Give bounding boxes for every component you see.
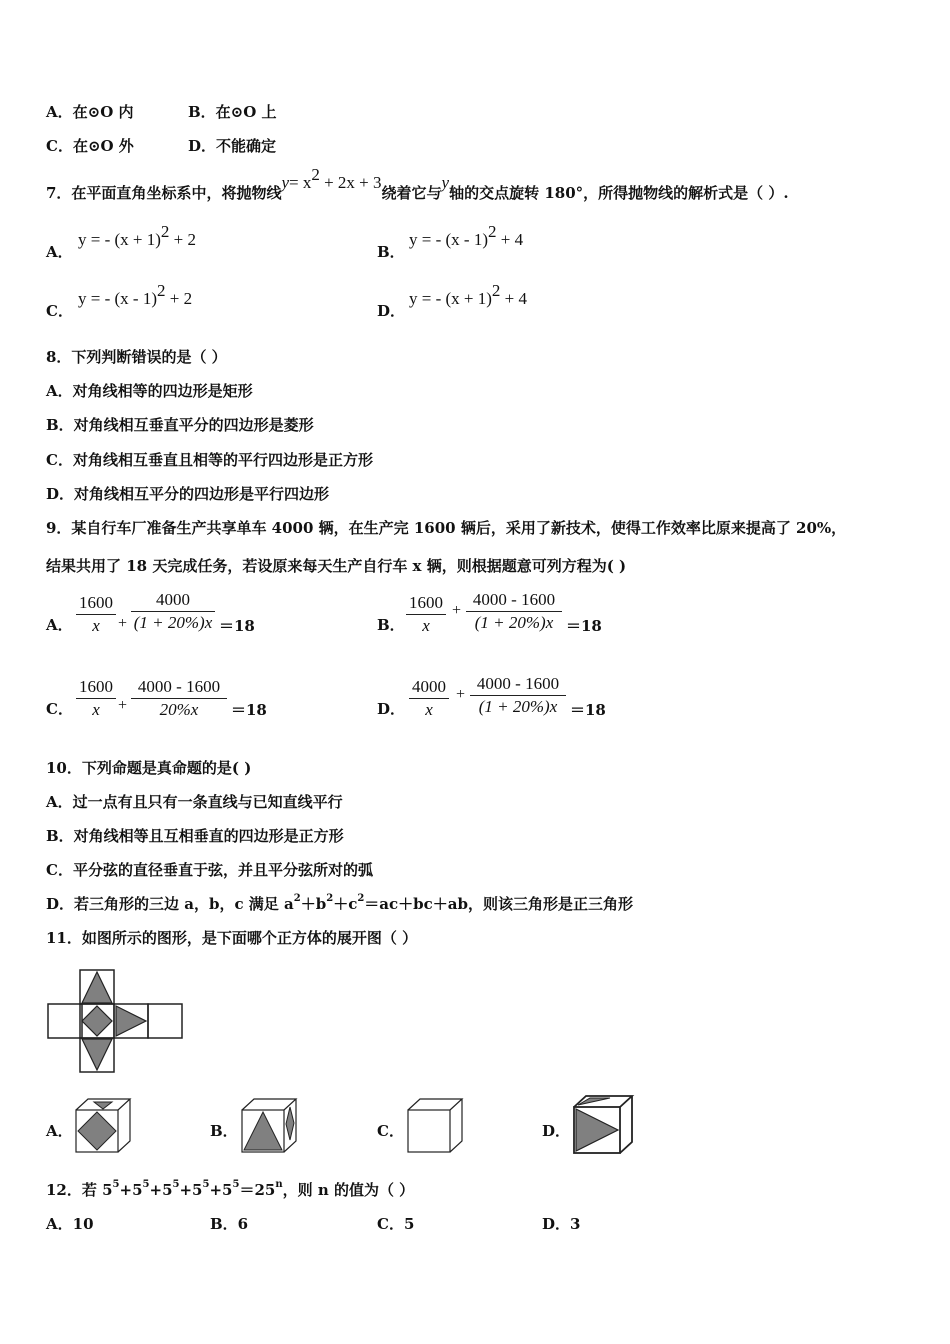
q10-option-c: C．平分弦的直径垂直于弦，并且平分弦所对的弧 <box>46 861 373 879</box>
q10-option-d: D．若三角形的三边 a，b，c 满足 $a^2+b^2+c^2=ac+bc+ab$，则该三角形是正三角形 <box>46 893 633 913</box>
q9-option-c-label: C． <box>46 700 73 718</box>
q7-option-d-label: D． <box>377 302 406 320</box>
q7-option-c-formula: y = - (x - 1)$^2$ + 2 <box>78 281 193 308</box>
q10-option-a: A．过一点有且只有一条直线与已知直线平行 <box>46 793 343 811</box>
q9-c-fraction-2: $\frac{4000 - 1600}{20\%x}$ <box>131 676 227 721</box>
q8-option-a: A．对角线相等的四边形是矩形 <box>46 382 253 400</box>
q9-b-fraction-2: $\frac{4000 - 1600}{(1 + 20\%)x}$ <box>466 589 562 634</box>
q11-option-c-label[interactable]: C． <box>377 1122 404 1140</box>
q12-option-b: B．6 <box>210 1215 249 1233</box>
q11-option-a-label[interactable]: A． <box>46 1122 73 1140</box>
q12-option-c: C．5 <box>377 1215 415 1233</box>
q7-option-c-label: C． <box>46 302 73 320</box>
cube-option-b[interactable] <box>238 1096 302 1156</box>
q9-d-rhs: ＝18 <box>570 701 606 719</box>
q9-c-plus: + <box>118 697 128 714</box>
q11-option-d-label[interactable]: D． <box>542 1122 571 1140</box>
q9-d-fraction-2: $\frac{4000 - 1600}{(1 + 20\%)x}$ <box>470 673 566 718</box>
q11-stem: 11．如图所示的图形，是下面哪个正方体的展开图（ ） <box>46 929 418 947</box>
q8-option-d: D．对角线相互平分的四边形是平行四边形 <box>46 485 330 503</box>
q9-b-rhs: ＝18 <box>566 617 602 635</box>
q9-a-fraction-2: $\frac{4000}{(1 + 20\%)x}$ <box>131 589 215 634</box>
q8-option-b: B．对角线相互垂直平分的四边形是菱形 <box>46 416 314 434</box>
cube-option-a[interactable] <box>72 1096 136 1156</box>
q9-c-rhs: ＝18 <box>231 701 267 719</box>
q7-option-d-formula: y = - $(x + 1)^2 + 4$ <box>409 281 528 308</box>
q10-stem: 10．下列命题是真命题的是( ) <box>46 759 252 777</box>
q6-option-d: D．不能确定 <box>188 137 277 155</box>
q12-option-a: A．10 <box>46 1215 94 1233</box>
q7-option-b-label: B． <box>377 243 405 261</box>
q9-d-plus: + <box>456 686 466 703</box>
q7-option-a-formula: y = - $(x + 1)^2 + 2$ <box>78 222 197 249</box>
q10-option-b: B．对角线相等且互相垂直的四边形是正方形 <box>46 827 344 845</box>
q7-option-a-label: A． <box>46 243 73 261</box>
cube-option-d[interactable] <box>570 1093 638 1157</box>
q9-a-plus: + <box>118 615 128 632</box>
q12-stem: 12．若 $5^5+5^5+5^5+5^5+5^5=25^n$，则 n 的值为（ ） <box>46 1179 415 1199</box>
q9-c-fraction-1: $\frac{1600}{x}$ <box>76 676 116 721</box>
q8-stem: 8．下列判断错误的是（ ） <box>46 348 227 366</box>
q6-option-c: C．在⊙O 外 <box>46 137 134 155</box>
q9-a-fraction-1: $\frac{1600}{x}$ <box>76 592 116 637</box>
q6-option-a: A．在⊙O 内 <box>46 103 134 121</box>
q9-option-a-label: A． <box>46 616 73 634</box>
q9-a-rhs: ＝18 <box>219 617 255 635</box>
cube-net-figure <box>46 966 186 1076</box>
q7-option-b-formula: y = - (x - 1)$^2$ + 4 <box>409 222 524 249</box>
q9-b-plus: + <box>452 602 462 619</box>
q9-option-b-label: B． <box>377 616 405 634</box>
q9-b-fraction-1: $\frac{1600}{x}$ <box>406 592 446 637</box>
q9-d-fraction-1: $\frac{4000}{x}$ <box>409 676 449 721</box>
q11-option-b-label[interactable]: B． <box>210 1122 238 1140</box>
q12-option-d: D．3 <box>542 1215 581 1233</box>
cube-option-c[interactable] <box>404 1096 468 1156</box>
q8-option-c: C．对角线相互垂直且相等的平行四边形是正方形 <box>46 451 373 469</box>
q9-option-d-label: D． <box>377 700 406 718</box>
q6-option-b: B．在⊙O 上 <box>188 103 277 121</box>
q7-stem: 7．在平面直角坐标系中，将抛物线$y= x^2 + 2x + 3$绕着它与y轴的交点旋转 180°，所得抛物线的解析式是（ ）. <box>46 165 789 202</box>
q9-stem-line2: 结果共用了 18 天完成任务，若设原来每天生产自行车 x 辆，则根据题意可列方程为( ) <box>46 557 627 575</box>
q9-stem-line1: 9．某自行车厂准备生产共享单车 4000 辆，在生产完 1600 辆后，采用了新技术，使得工作效率比原来提高了 20%， <box>46 519 847 537</box>
